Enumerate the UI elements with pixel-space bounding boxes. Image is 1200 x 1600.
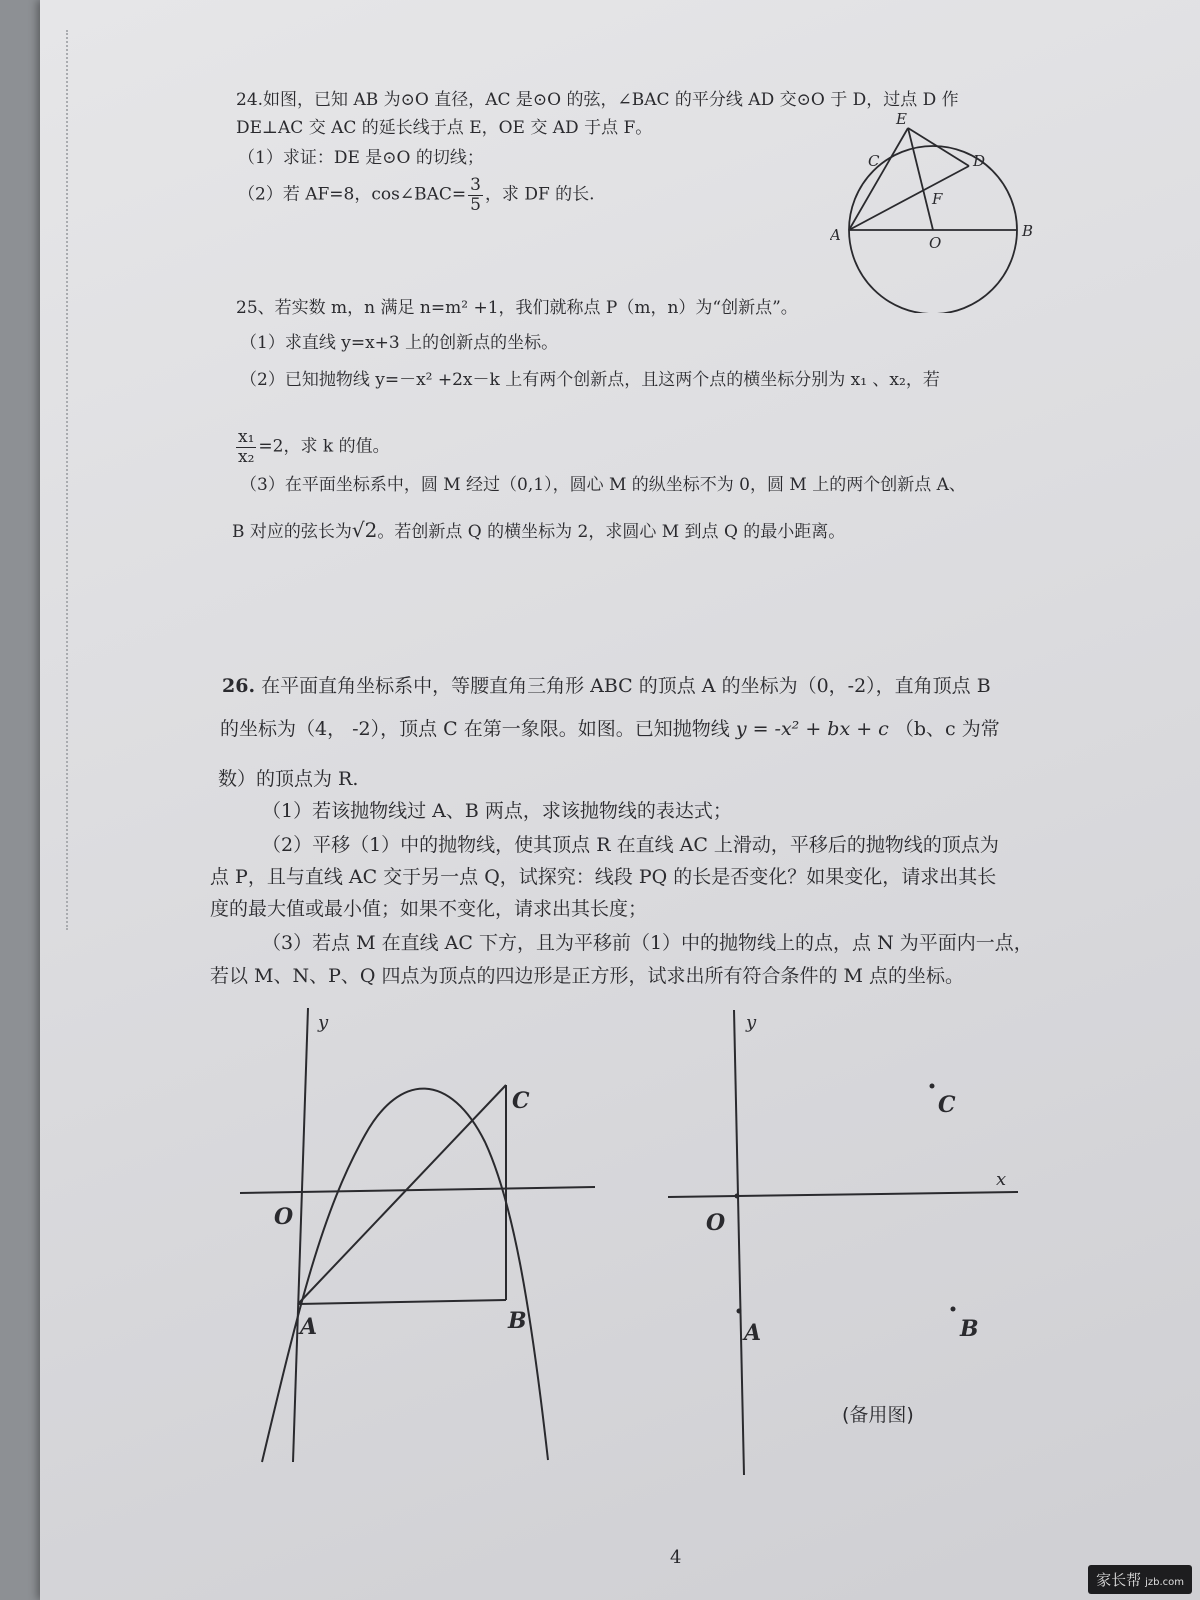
- q26-line2: 的坐标为（4， -2），顶点 C 在第一象限。如图。已知抛物线 y = -x² + bx + c （b、c 为常: [220, 718, 1000, 740]
- sqrt-2: √2: [351, 518, 378, 542]
- q26-part2-line3: 度的最大值或最小值；如果不变化，请求出其长度；: [210, 898, 648, 920]
- q24-figure: [830, 108, 1040, 313]
- watermark-logo: 家长帮 jzb.com: [1088, 1565, 1192, 1594]
- fig2-label-a: A: [744, 1320, 762, 1346]
- q24-line1: 24.如图，已知 AB 为⊙O 直径，AC 是⊙O 的弦，∠BAC 的平分线 AD 交⊙O 于 D，过点 D 作: [236, 90, 959, 110]
- q26-figure-main: [230, 1000, 610, 1470]
- label-b: B: [1022, 222, 1034, 240]
- fig1-label-c: C: [512, 1088, 530, 1114]
- q26-line3: 数）的顶点为 R.: [218, 768, 359, 790]
- q25-part2: （2）已知抛物线 y=－x² +2x－k 上有两个创新点，且这两个点的横坐标分别为 x₁ 、x₂，若: [240, 370, 940, 390]
- q26-line1: 26. 在平面直角坐标系中，等腰直角三角形 ABC 的顶点 A 的坐标为（0，-2），直角顶点 B: [222, 675, 991, 697]
- label-c: C: [868, 152, 880, 170]
- fig2-label-x: x: [996, 1169, 1007, 1190]
- label-o: O: [929, 234, 942, 252]
- fig1-label-y: y: [318, 1012, 329, 1033]
- backup-figure-caption: (备用图): [842, 1404, 914, 1426]
- q25-part3-line2: B 对应的弦长为√2。若创新点 Q 的横坐标为 2，求圆心 M 到点 Q 的最小距离。: [232, 518, 846, 542]
- q25-line1: 25、若实数 m，n 满足 n=m² +1，我们就称点 P（m，n）为“创新点”。: [236, 298, 798, 318]
- fig1-label-b: B: [508, 1308, 527, 1334]
- point-o: [735, 1194, 740, 1199]
- fig2-label-y: y: [746, 1012, 757, 1033]
- q25-part1: （1）求直线 y=x+3 上的创新点的坐标。: [240, 333, 559, 353]
- q24-part1: （1）求证：DE 是⊙O 的切线；: [238, 148, 484, 168]
- y-axis: [293, 1008, 308, 1462]
- q26-part1: （1）若该抛物线过 A、B 两点，求该抛物线的表达式；: [262, 800, 732, 822]
- label-a: A: [830, 226, 841, 244]
- q25-part2-tail: $\frac{\text{x₁}}{\text{x₂}}$ =2，求 k 的值。: [238, 427, 390, 467]
- binding-edge: [66, 30, 70, 930]
- label-e: E: [896, 110, 907, 128]
- parabola-formula: y = -x² + bx + c: [735, 718, 889, 740]
- q26-part2-line1: （2）平移（1）中的抛物线，使其顶点 R 在直线 AC 上滑动，平移后的抛物线的顶点为: [262, 834, 999, 856]
- fig2-label-b: B: [960, 1316, 979, 1342]
- segment-ac: [298, 1085, 506, 1304]
- q26-part2-line2: 点 P，且与直线 AC 交于另一点 Q，试探究：线段 PQ 的长是否变化？如果变化，请求出其长: [210, 866, 997, 888]
- q25-part3-line1: （3）在平面坐标系中，圆 M 经过（0,1），圆心 M 的纵坐标不为 0，圆 M 上的两个创新点 A、: [240, 475, 966, 495]
- segment-ab: [298, 1300, 506, 1304]
- x-axis: [668, 1192, 1018, 1197]
- label-f: F: [932, 190, 943, 208]
- q26-part3-line2: 若以 M、N、P、Q 四点为顶点的四边形是正方形，试求出所有符合条件的 M 点的坐标。: [210, 965, 965, 987]
- point-c: [930, 1084, 935, 1089]
- q24-line2: DE⊥AC 交 AC 的延长线于点 E，OE 交 AD 于点 F。: [236, 118, 653, 138]
- label-d: D: [973, 152, 986, 170]
- page-number: 4: [670, 1547, 682, 1568]
- q26-part3-line1: （3）若点 M 在直线 AC 下方，且为平移前（1）中的抛物线上的点，点 N 为平面内一点，: [262, 932, 1033, 954]
- point-b: [951, 1307, 956, 1312]
- fig2-label-c: C: [938, 1092, 956, 1118]
- fig1-label-a: A: [300, 1314, 318, 1340]
- fig2-label-o: O: [706, 1210, 726, 1236]
- fig1-label-o: O: [274, 1204, 294, 1230]
- y-axis: [734, 1010, 744, 1475]
- q24-part2: （2）若 AF=8，cos∠BAC= $\frac{3}{5}$ ，求 DF 的长.: [238, 175, 595, 215]
- fraction-x1-x2: $\frac{\text{x₁}}{\text{x₂}}$: [238, 427, 255, 467]
- segment-eo: [908, 128, 933, 230]
- point-a: [737, 1309, 742, 1314]
- x-axis: [240, 1187, 595, 1193]
- fraction-3-5: $\frac{3}{5}$: [470, 175, 481, 215]
